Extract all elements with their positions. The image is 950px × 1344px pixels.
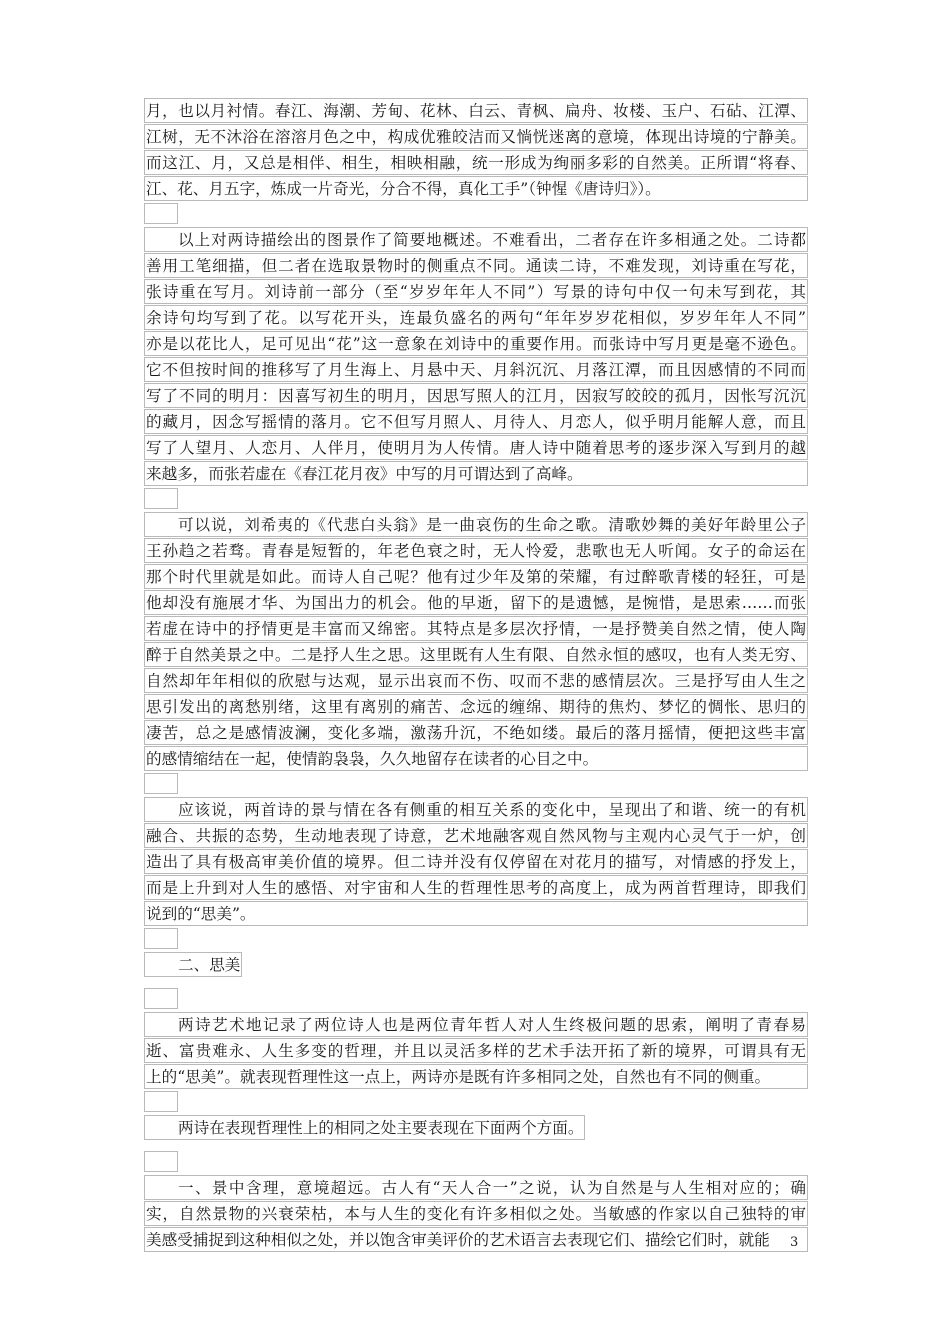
text-line: 王孙趋之若骛。青春是短暂的，年老色衰之时，无人怜爱，悲歌也无人听闻。女子的命运在	[144, 538, 808, 563]
text-line: 那个时代里就是如此。而诗人自己呢？他有过少年及第的荣耀，有过醉歌青楼的轻狂，可是	[144, 564, 808, 589]
text-line: 若虚在诗中的抒情更是丰富而又绵密。其特点是多层次抒情，一是抒赞美自然之情，使人陶	[144, 616, 808, 641]
paragraph	[144, 1012, 808, 1089]
text-line: 思引发出的离愁别绪，这里有离别的痛苦、念远的缠绵、期待的焦灼、梦忆的惆怅、思归的	[144, 694, 808, 719]
text-line: 善用工笔细描，但二者在选取景物时的侧重点不同。通读二诗，不难发现，刘诗重在写花，	[144, 253, 808, 278]
text-line: 亦是以花比人，足可见出“花”这一意象在刘诗中的重要作用。而张诗中写月更是毫不逊色。	[144, 331, 808, 356]
text-line: 江树，无不沐浴在溶溶月色之中，构成优雅皎洁而又惝恍迷离的意境，体现出诗境的宁静美。	[144, 124, 808, 149]
text-line: 二、思美	[144, 952, 242, 977]
paragraph	[144, 952, 808, 986]
text-line: 以上对两诗描绘出的图景作了简要地概述。不难看出，二者存在许多相通之处。二诗都	[144, 227, 808, 252]
text-line: 写了人望月、人恋月、人伴月，使明月为人传情。唐人诗中随着思考的逐步深入写到月的越	[144, 435, 808, 460]
paragraph-separator	[144, 988, 178, 1009]
text-line: 而是上升到对人生的感悟、对宇宙和人生的哲理性思考的高度上，成为两首哲理诗，即我们	[144, 875, 808, 900]
paragraph	[144, 1175, 808, 1252]
text-line: 美感受捕捉到这种相似之处，并以饱含审美评价的艺术语言去表现它们、描绘它们时，就能	[144, 1227, 808, 1252]
text-line: 来越多，而张若虚在《春江花月夜》中写的月可谓达到了高峰。	[144, 461, 808, 486]
paragraph	[144, 227, 808, 486]
text-line: 月，也以月衬情。春江、海潮、芳甸、花林、白云、青枫、扁舟、妆楼、玉户、石砧、江潭、	[144, 98, 808, 123]
paragraph-separator	[144, 1151, 178, 1172]
text-line: 江、花、月五字，炼成一片奇光，分合不得，真化工手”（钟惺《唐诗归》）。	[144, 176, 808, 201]
text-line: 余诗句均写到了花。以写花开头，连最负盛名的两句“年年岁岁花相似，岁岁年年人不同”	[144, 305, 808, 330]
text-line: 说到的“思美”。	[144, 901, 808, 926]
paragraph	[144, 512, 808, 771]
text-line: 上的“思美”。就表现哲理性这一点上，两诗亦是既有许多相同之处，自然也有不同的侧重。	[144, 1064, 808, 1089]
text-line: 造出了具有极高审美价值的境界。但二诗并没有仅停留在对花月的描写，对情感的抒发上，	[144, 849, 808, 874]
paragraph	[144, 797, 808, 926]
text-line: 的感情缩结在一起，使情韵袅袅，久久地留存在读者的心目之中。	[144, 746, 808, 771]
paragraph	[144, 1115, 808, 1149]
text-line: 他却没有施展才华、为国出力的机会。他的早逝，留下的是遗憾，是惋惜，是思索……而张	[144, 590, 808, 615]
text-line: 两诗艺术地记录了两位诗人也是两位青年哲人对人生终极问题的思索，阐明了青春易	[144, 1012, 808, 1037]
paragraph-separator	[144, 928, 178, 949]
paragraph	[144, 98, 808, 201]
paragraph-separator	[144, 1091, 178, 1112]
text-line: 而这江、月，又总是相伴、相生，相映相融，统一形成为绚丽多彩的自然美。正所谓“将春、	[144, 150, 808, 175]
text-line: 凄苦，总之是感情波澜，变化多端，激荡升沉，不绝如缕。最后的落月摇情，便把这些丰富	[144, 720, 808, 745]
paragraph-separator	[144, 773, 178, 794]
text-line: 融合、共振的态势，生动地表现了诗意，艺术地融客观自然风物与主观内心灵气于一炉，创	[144, 823, 808, 848]
page-number: 3	[790, 1235, 799, 1250]
page-body	[144, 98, 808, 1253]
text-line: 两诗在表现哲理性上的相同之处主要表现在下面两个方面。	[144, 1115, 585, 1140]
text-line: 张诗重在写月。刘诗前一部分（至“岁岁年年人不同”）写景的诗句中仅一句未写到花，其	[144, 279, 808, 304]
paragraph-separator	[144, 203, 178, 224]
text-line: 自然却年年相似的欣慰与达观，显示出哀而不伤、叹而不悲的感情层次。三是抒写由人生之	[144, 668, 808, 693]
text-line: 写了不同的明月：因喜写初生的明月，因思写照人的江月，因寂写皎皎的孤月，因怅写沉沉	[144, 383, 808, 408]
text-line: 醉于自然美景之中。二是抒人生之思。这里既有人生有限、自然永恒的感叹，也有人类无穷、	[144, 642, 808, 667]
text-line: 它不但按时间的推移写了月生海上、月悬中天、月斜沉沉、月落江潭，而且因感情的不同而	[144, 357, 808, 382]
text-line: 逝、富贵难永、人生多变的哲理，并且以灵活多样的艺术手法开拓了新的境界，可谓具有无	[144, 1038, 808, 1063]
text-line: 应该说，两首诗的景与情在各有侧重的相互关系的变化中，呈现出了和谐、统一的有机	[144, 797, 808, 822]
text-line: 一、景中含理，意境超远。古人有“天人合一”之说，认为自然是与人生相对应的；确	[144, 1175, 808, 1200]
text-line: 实，自然景物的兴衰荣枯，本与人生的变化有许多相似之处。当敏感的作家以自己独特的审	[144, 1201, 808, 1226]
paragraph-separator	[144, 488, 178, 509]
text-line: 的藏月，因念写摇情的落月。它不但写月照人、月待人、月恋人，似乎明月能解人意，而且	[144, 409, 808, 434]
text-line: 可以说，刘希夷的《代悲白头翁》是一曲哀伤的生命之歌。清歌妙舞的美好年龄里公子	[144, 512, 808, 537]
